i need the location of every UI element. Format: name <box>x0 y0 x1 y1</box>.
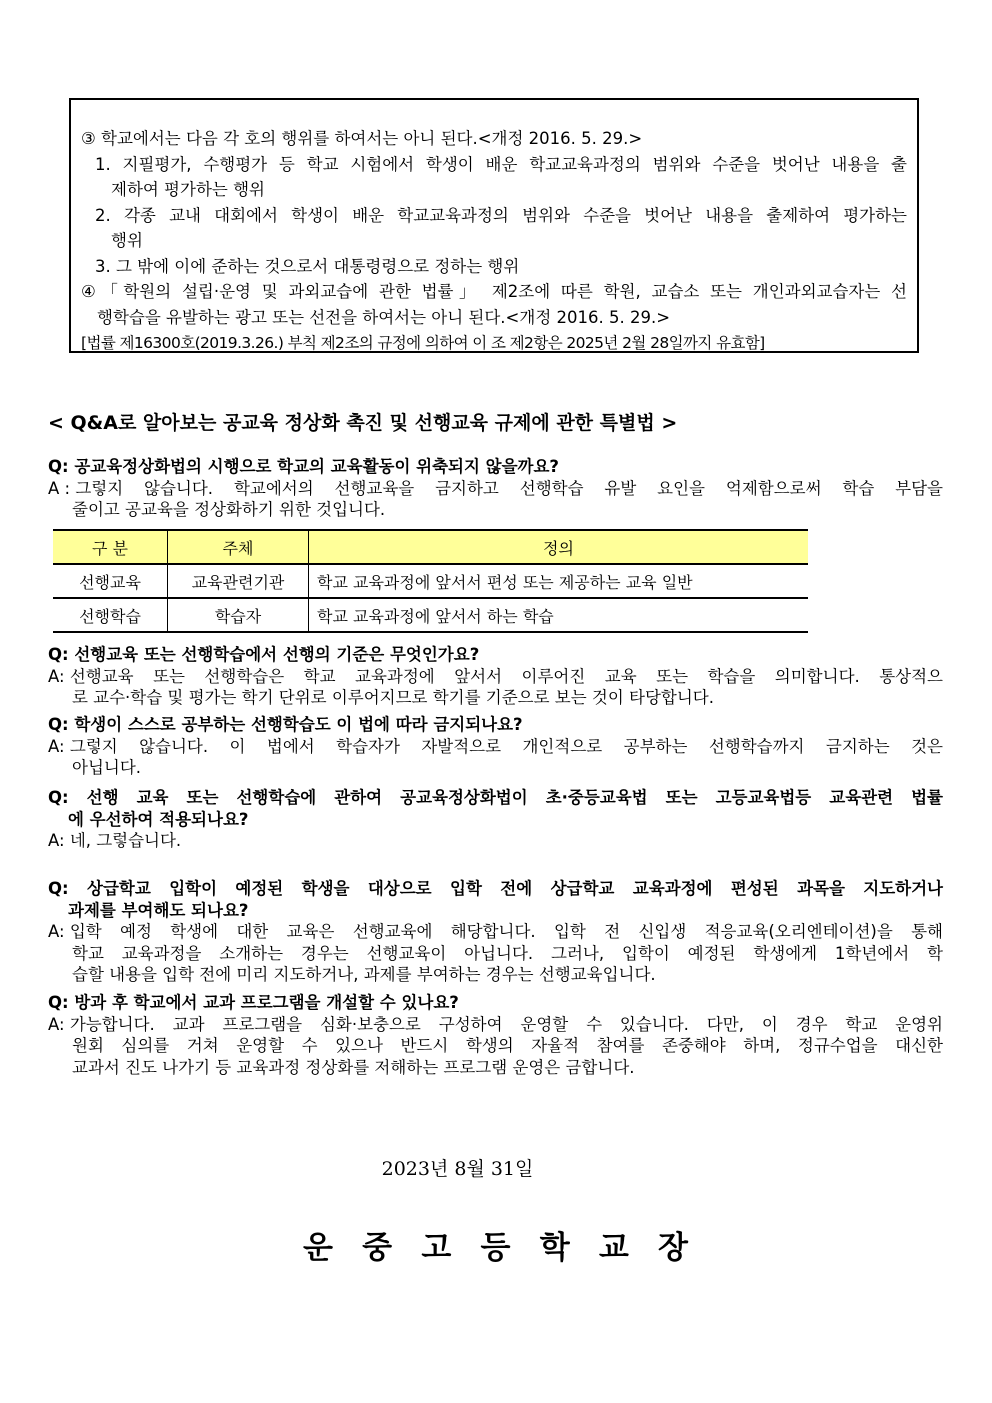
answer-5-line-3: 습할 내용을 입학 전에 미리 지도하거나, 과제를 부여하는 경우는 선행교육입니다. <box>72 965 656 984</box>
answer-2-line-1: 선행교육 또는 선행학습은 학교 교육과정에 앞서서 이루어진 교육 또는 학습을 의미합니다. 통상적으 <box>69 666 943 686</box>
law-clause-3: ③ 학교에서는 다음 각 호의 행위를 하여서는 아니 된다.<개정 2016. 5. 29.> <box>81 129 643 148</box>
question-4-line-2: 에 우선하여 적용되나요? <box>68 809 249 829</box>
answer-label: A: <box>48 666 70 686</box>
table-header-subject: 주체 <box>168 530 309 564</box>
qa-item-6 <box>48 992 943 1078</box>
school-char: 교 <box>598 1230 629 1266</box>
law-item-1: 1. 지필평가, 수행평가 등 학교 시험에서 학생이 배운 학교교육과정의 범위와 수준을 벗어난 내용을 출 <box>95 154 907 174</box>
law-clause-4: ④「학원의 설립·운영 및 과외교습에 관한 법률」 제2조에 따른 학원, 교습소 또는 개인과외교습자는 선 <box>81 282 907 301</box>
law-clause-4-cont: 행학습을 유발하는 광고 또는 선전을 하여서는 아니 된다.<개정 2016. 5. 29.> <box>97 307 671 327</box>
law-validity-note: [법률 제16300호(2019.3.26.) 부칙 제2조의 규정에 의하여 이 조 제2항은 2025년 2월 28일까지 유효함] <box>81 334 765 352</box>
qa-item-4 <box>48 787 943 852</box>
answer-5-line-2: 학교 교육과정을 소개하는 경우는 선행교육이 아닙니다. 그러나, 입학이 예정된 학생에게 1학년에서 학 <box>72 943 943 963</box>
answer-3 <box>48 736 943 758</box>
table-cell: 선행학습 <box>53 598 168 632</box>
answer-label: A: <box>48 922 70 941</box>
answer-6-line-2: 원회 심의를 거쳐 운영할 수 있으나 반드시 학생의 자율적 참여를 존중해야 하며, 정규수업을 대신한 <box>72 1036 943 1055</box>
table-cell: 학습자 <box>168 598 309 632</box>
answer-4 <box>48 830 943 852</box>
table-row <box>53 564 808 598</box>
qa-section-title: < Q&A로 알아보는 공교육 정상화 촉진 및 선행교육 규제에 관한 특별법 > <box>48 412 678 434</box>
law-item-1-cont: 제하여 평가하는 행위 <box>111 180 265 199</box>
table-header-row <box>53 530 808 564</box>
answer-6-line-1: 가능합니다. 교과 프로그램을 심화·보충으로 구성하여 운영할 수 있습니다. 다만, 이 경우 학교 운영위 <box>69 1014 943 1034</box>
law-excerpt-box <box>69 98 919 353</box>
answer-1-line-1: 그렇지 않습니다. 학교에서의 선행교육을 금지하고 선행학습 유발 요인을 억제함으로써 학습 부담을 <box>75 478 943 498</box>
question-4-line-1: Q: 선행 교육 또는 선행학습에 관하여 공교육정상화법이 초·중등교육법 또는 고등교육법등 교육관련 법률 <box>48 788 943 807</box>
table-cell: 선행교육 <box>53 564 168 598</box>
answer-label: A : <box>48 478 76 498</box>
answer-3-line-2: 아닙니다. <box>72 758 142 777</box>
question-5-line-2: 과제를 부여해도 되나요? <box>68 900 249 920</box>
table-row <box>53 598 808 632</box>
school-char: 등 <box>480 1230 511 1266</box>
law-item-2: 2. 각종 교내 대회에서 학생이 배운 학교교육과정의 범위와 수준을 벗어난 내용을 출제하여 평가하는 <box>95 205 907 225</box>
table-cell: 학교 교육과정에 앞서서 하는 학습 <box>309 598 809 632</box>
definition-table <box>53 529 808 633</box>
question-1: Q: 공교육정상화법의 시행으로 학교의 교육활동이 위축되지 않을까요? <box>48 457 559 476</box>
answer-label: A: <box>48 831 70 850</box>
document-date: 2023년 8월 31일 <box>381 1158 534 1180</box>
school-char: 고 <box>421 1230 452 1266</box>
answer-4-text: 네, 그렇습니다. <box>69 831 182 850</box>
answer-label: A: <box>48 736 70 756</box>
answer-6-line-3: 교과서 진도 나가기 등 교육과정 정상화를 저해하는 프로그램 운영은 금합니다. <box>72 1057 635 1077</box>
qa-item-2 <box>48 644 943 709</box>
answer-2-line-2: 로 교수·학습 및 평가는 학기 단위로 이루어지므로 학기를 기준으로 보는 것이 타당합니다. <box>72 688 714 707</box>
question-6: Q: 방과 후 학교에서 교과 프로그램을 개설할 수 있나요? <box>48 993 459 1012</box>
answer-label: A: <box>48 1014 70 1034</box>
table-header-category: 구 분 <box>53 530 168 564</box>
school-char: 학 <box>539 1230 570 1266</box>
question-5-line-1: Q: 상급학교 입학이 예정된 학생을 대상으로 입학 전에 상급학교 교육과정에 편성된 과목을 지도하거나 <box>48 879 943 898</box>
answer-5-line-1: 입학 예정 학생에 대한 교육은 선행교육에 해당합니다. 입학 전 신입생 적응교육(오리엔테이션)을 통해 <box>69 922 943 941</box>
table-cell: 학교 교육과정에 앞서서 편성 또는 제공하는 교육 일반 <box>309 564 809 598</box>
school-char: 운 <box>303 1230 333 1266</box>
school-principal-signature <box>303 1222 688 1267</box>
question-3: Q: 학생이 스스로 공부하는 선행학습도 이 법에 따라 금지되나요? <box>48 715 523 734</box>
school-char: 중 <box>362 1230 393 1266</box>
answer-6 <box>48 1014 943 1036</box>
answer-3-line-1: 그렇지 않습니다. 이 법에서 학습자가 자발적으로 개인적으로 공부하는 선행학습까지 금지하는 것은 <box>69 736 943 756</box>
answer-2 <box>48 666 943 688</box>
table-header-definition: 정의 <box>309 530 809 564</box>
table-cell: 교육관련기관 <box>168 564 309 598</box>
question-2: Q: 선행교육 또는 선행학습에서 선행의 기준은 무엇인가요? <box>48 645 480 664</box>
law-item-3: 3. 그 밖에 이에 준하는 것으로서 대통령령으로 정하는 행위 <box>95 256 520 276</box>
answer-1-line-2: 줄이고 공교육을 정상화하기 위한 것입니다. <box>72 500 386 519</box>
answer-1 <box>48 478 943 500</box>
qa-item-5 <box>48 878 943 986</box>
qa-item-1 <box>48 456 943 521</box>
answer-5 <box>48 921 943 943</box>
school-char: 장 <box>658 1230 688 1266</box>
qa-item-3 <box>48 714 943 779</box>
law-item-2-cont: 행위 <box>111 231 143 250</box>
